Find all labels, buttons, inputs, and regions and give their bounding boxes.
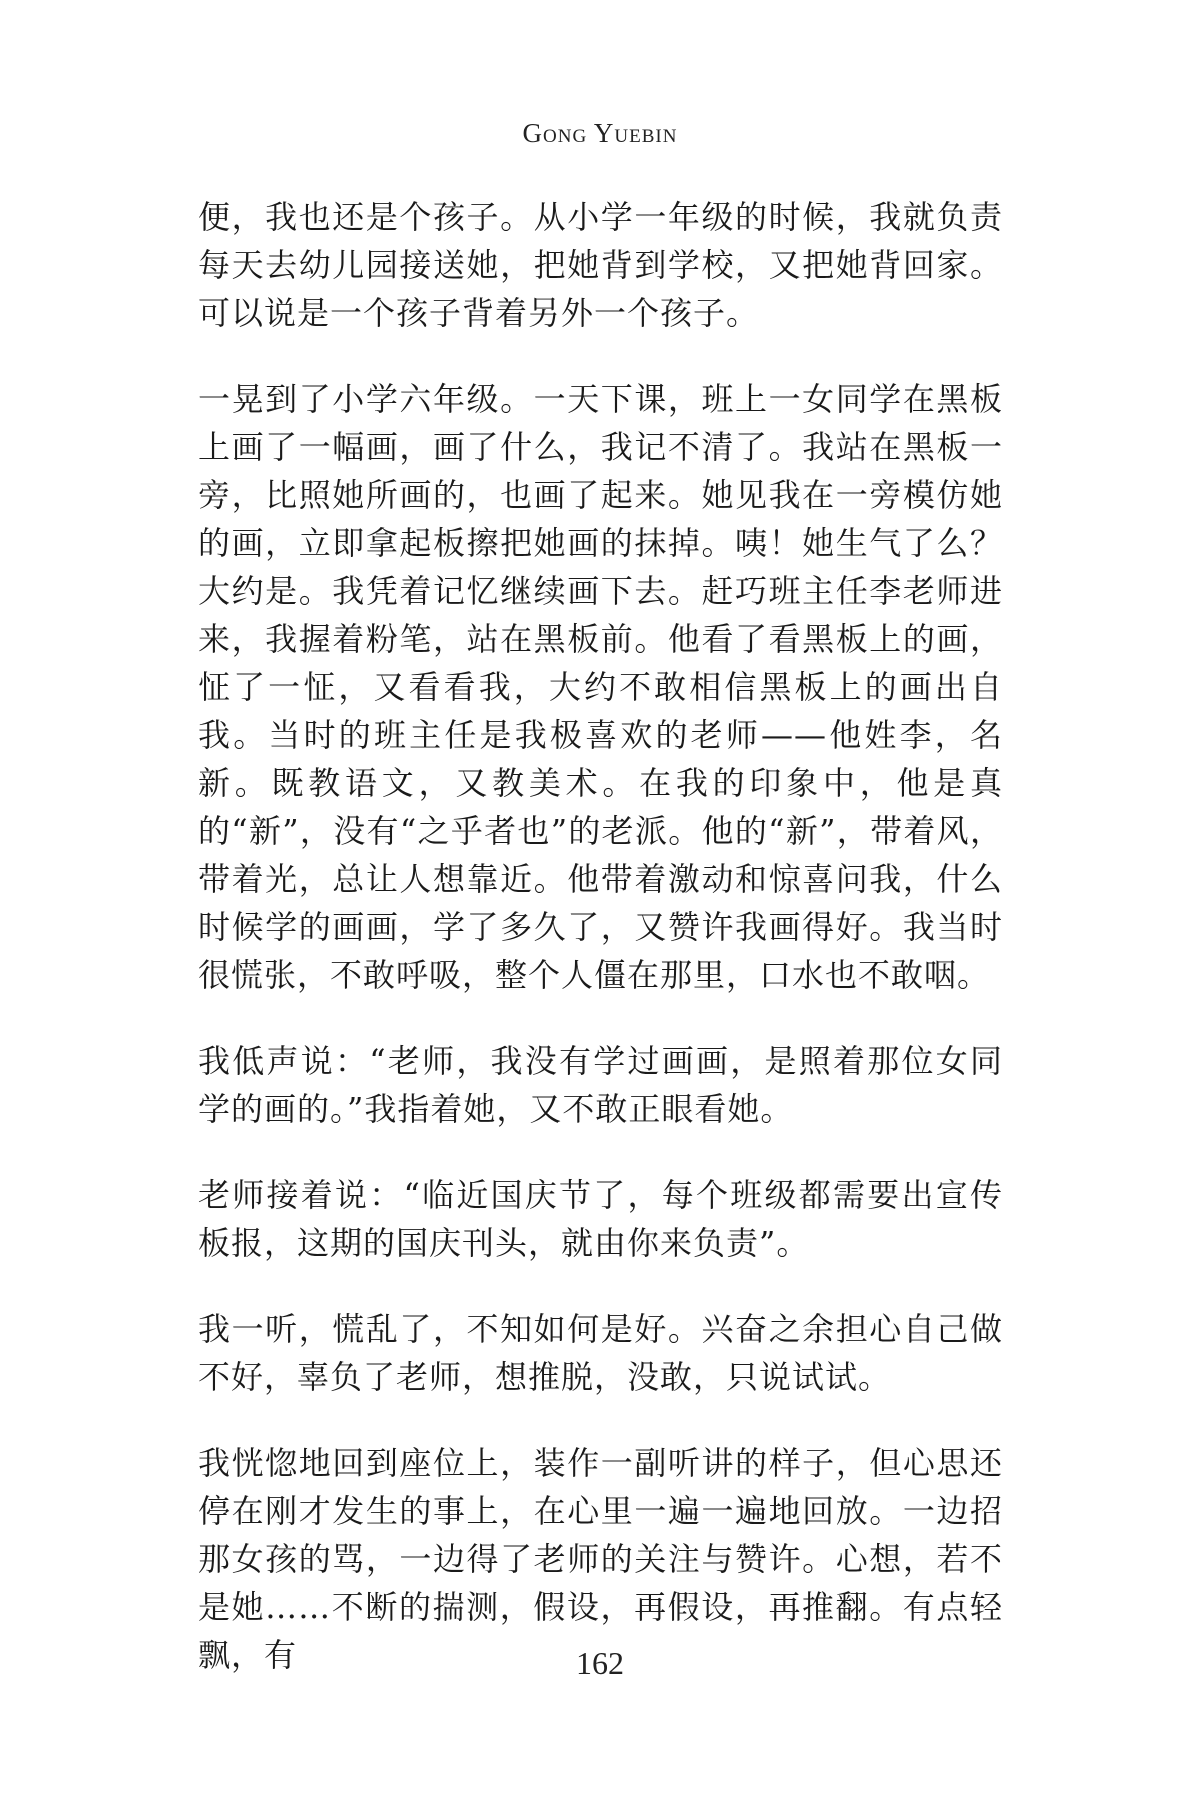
paragraph: 便，我也还是个孩子。从小学一年级的时候，我就负责每天去幼儿园接送她，把她背到学校，又把她背回家。可以说是一个孩子背着另外一个孩子。	[198, 198, 1003, 332]
paragraph: 我一听，慌乱了，不知如何是好。兴奋之余担心自己做不好，辜负了老师，想推脱，没敢，只说试试。	[198, 1310, 1003, 1396]
page-number: 162	[576, 1645, 624, 1681]
paragraph: 老师接着说：“临近国庆节了，每个班级都需要出宣传板报，这期的国庆刊头，就由你来负责”。	[198, 1176, 1003, 1262]
paragraph: 我低声说：“老师，我没有学过画画，是照着那位女同学的画的。”我指着她，又不敢正眼看她。	[198, 1042, 1003, 1128]
running-head: Gong Yuebin	[522, 118, 678, 148]
body-text	[198, 193, 1003, 1717]
paragraph: 一晃到了小学六年级。一天下课，班上一女同学在黑板上画了一幅画，画了什么，我记不清了。我站在黑板一旁，比照她所画的，也画了起来。她见我在一旁模仿她的画，立即拿起板擦把她画的抹掉。咦！她生气了么？大约是。我凭着记忆继续画下去。赶巧班主任李老师进来，我握着粉笔，站在黑板前。他看了看黑板上的画，怔了一怔，又看看我，大约不敢相信黑板上的画出自我。当时的班主任是我极喜欢的老师——他姓李，名新。既教语文，又教美术。在我的印象中，他是真的“新”，没有“之乎者也”的老派。他的“新”，带着风，带着光，总让人想靠近。他带着激动和惊喜问我，什么时候学的画画，学了多久了，又赞许我画得好。我当时很慌张，不敢呼吸，整个人僵在那里，口水也不敢咽。	[198, 380, 1003, 994]
paragraph: 我恍惚地回到座位上，装作一副听讲的样子，但心思还停在刚才发生的事上，在心里一遍一遍地回放。一边招那女孩的骂，一边得了老师的关注与赞许。心想，若不是她……不断的揣测，假设，再假设，再推翻。有点轻飘，有	[198, 1444, 1003, 1674]
